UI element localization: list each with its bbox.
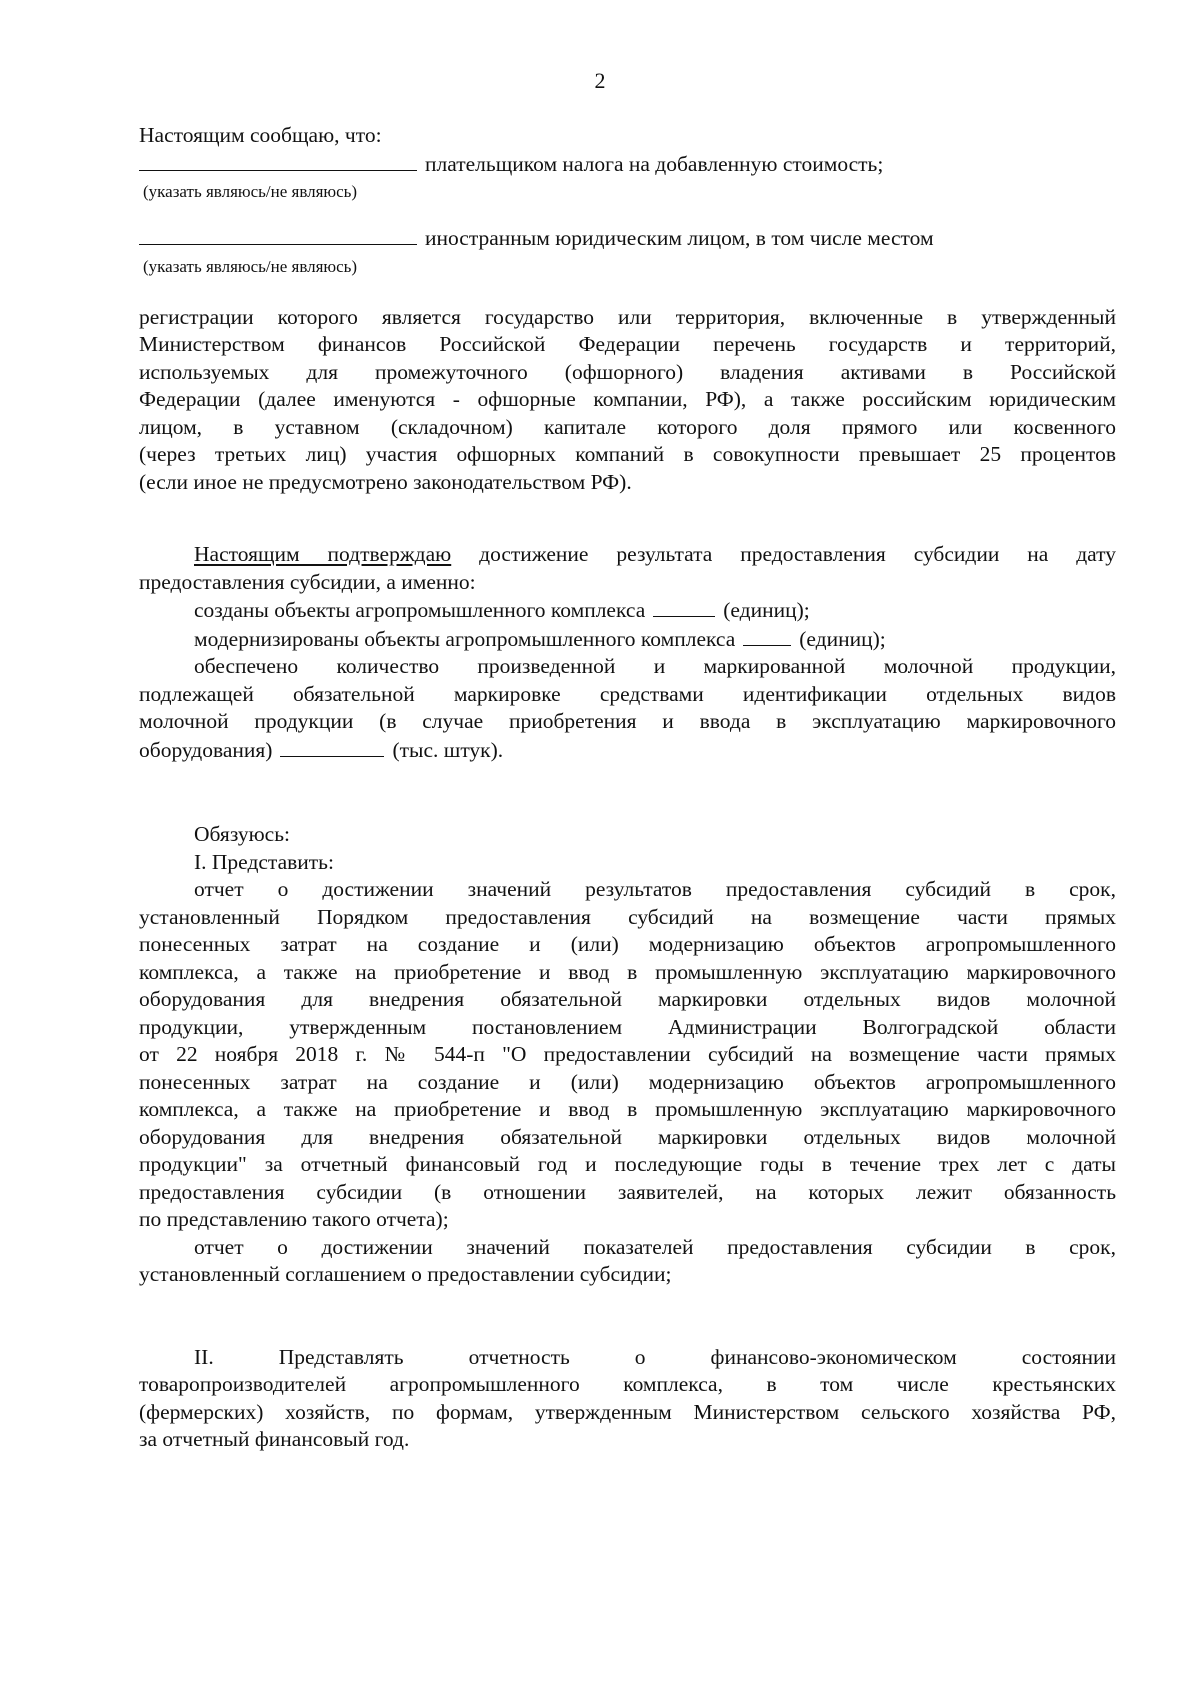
document-body <box>139 122 1116 1454</box>
confirmation-text: достижение результата предоставления субсидии на дату <box>479 542 1117 566</box>
paragraph-line: товаропроизводителей агропромышленного комплекса, в том числе крестьянских <box>139 1372 1116 1396</box>
paragraph-line: используемых для промежуточного (офшорного) владения активами в Российской <box>139 359 1116 384</box>
dairy-quantity-unit: (тыс. штук). <box>392 737 504 762</box>
offshore-paragraph <box>139 304 1116 497</box>
section-2-paragraph <box>139 1344 1116 1454</box>
paragraph-line: оборудования для внедрения обязательной маркировки отдельных видов молочной <box>139 987 1116 1011</box>
dairy-line: молочной продукции (в случае приобретения и ввода в эксплуатацию маркировочного <box>139 709 1116 733</box>
paragraph-line: понесенных затрат на создание и (или) модернизацию объектов агропромышленного <box>139 932 1116 956</box>
confirmation-line2: предоставления субсидии, а именно: <box>139 569 476 594</box>
confirmation-first-line <box>139 541 1116 569</box>
vat-statement-text: плательщиком налога на добавленную стоимость; <box>425 151 884 176</box>
paragraph-line: отчет о достижении значений показателей предоставления субсидии в срок, <box>194 1234 1116 1259</box>
foreign-statement <box>139 224 1116 277</box>
paragraph-line: (если иное не предусмотрено законодательством РФ). <box>139 469 632 494</box>
obligations-heading: Обязуюсь: <box>194 822 290 846</box>
vat-status-blank[interactable] <box>139 150 417 171</box>
intro-line: Настоящим сообщаю, что: <box>139 123 382 147</box>
confirmation-section <box>139 541 1116 764</box>
paragraph-line: II. Представлять отчетность о финансово-экономическом состоянии <box>194 1344 1116 1369</box>
paragraph-line: (через третьих лиц) участия офшорных компаний в совокупности превышает 25 процентов <box>139 442 1116 466</box>
page-number: 2 <box>594 68 606 93</box>
modernized-objects-unit: (единиц); <box>799 626 886 651</box>
foreign-statement-text: иностранным юридическим лицом, в том числе местом <box>425 226 934 250</box>
modernized-objects-blank[interactable] <box>743 625 791 646</box>
vat-caption: (указать являюсь/не являюсь) <box>143 182 358 201</box>
foreign-status-blank[interactable] <box>139 224 417 245</box>
dairy-quantity-blank[interactable] <box>280 736 384 757</box>
paragraph-line: понесенных затрат на создание и (или) модернизацию объектов агропромышленного <box>139 1069 1116 1094</box>
paragraph-line: (фермерских) хозяйств, по формам, утвержденным Министерством сельского хозяйства РФ, <box>139 1399 1116 1424</box>
modernized-objects-label: модернизированы объекты агропромышленного комплекса <box>194 626 736 651</box>
paragraph-line: отчет о достижении значений результатов предоставления субсидий в срок, <box>194 877 1116 901</box>
paragraph-line: установленный Порядком предоставления субсидий на возмещение части прямых <box>139 904 1116 929</box>
foreign-caption: (указать являюсь/не являюсь) <box>143 256 358 276</box>
paragraph-line: предоставления субсидии (в отношении заявителей, на которых лежит обязанность <box>139 1179 1116 1204</box>
paragraph-line: от 22 ноября 2018 г. № 544-п "О предоставлении субсидий на возмещение части прямых <box>139 1042 1116 1066</box>
dairy-quantity-row <box>139 736 1116 765</box>
created-objects-row <box>139 596 1116 625</box>
paragraph-line: продукции, утвержденным постановлением Администрации Волгоградской области <box>139 1014 1116 1039</box>
paragraph-line: комплекса, а также на приобретение и ввод в промышленную эксплуатацию маркировочного <box>139 959 1116 984</box>
section-1-title: I. Представить: <box>194 849 334 874</box>
paragraph-line: комплекса, а также на приобретение и ввод в промышленную эксплуатацию маркировочного <box>139 1097 1116 1121</box>
paragraph-line: оборудования для внедрения обязательной маркировки отдельных видов молочной <box>139 1124 1116 1149</box>
paragraph-line: регистрации которого является государство или территория, включенные в утвержденный <box>139 304 1116 329</box>
paragraph-line: Министерством финансов Российской Федерации перечень государств и территорий, <box>139 332 1116 356</box>
report-2-paragraph <box>139 1234 1116 1289</box>
dairy-line: обеспечено количество произведенной и маркированной молочной продукции, <box>194 654 1116 678</box>
paragraph-line: по представлению такого отчета); <box>139 1207 449 1231</box>
paragraph-line: установленный соглашением о предоставлении субсидии; <box>139 1262 672 1286</box>
created-objects-label: созданы объекты агропромышленного комплекса <box>194 598 646 622</box>
dairy-line: подлежащей обязательной маркировке средствами идентификации отдельных видов <box>139 681 1116 706</box>
obligations-section <box>139 821 1116 1289</box>
paragraph-line: за отчетный финансовый год. <box>139 1427 410 1451</box>
modernized-objects-row <box>139 625 1116 654</box>
created-objects-blank[interactable] <box>653 596 715 617</box>
created-objects-unit: (единиц); <box>723 598 810 622</box>
report-1-paragraph <box>139 876 1116 1234</box>
paragraph-line: продукции" за отчетный финансовый год и последующие годы в течение трех лет с даты <box>139 1152 1116 1176</box>
paragraph-line: Федерации (далее именуются - офшорные компании, РФ), а также российским юридическим <box>139 387 1116 411</box>
confirmation-underlined: Настоящим подтверждаю <box>194 542 452 566</box>
vat-statement <box>139 150 1116 203</box>
dairy-quantity-label: оборудования) <box>139 737 273 762</box>
paragraph-line: лицом, в уставном (складочном) капитале которого доля прямого или косвенного <box>139 414 1116 439</box>
